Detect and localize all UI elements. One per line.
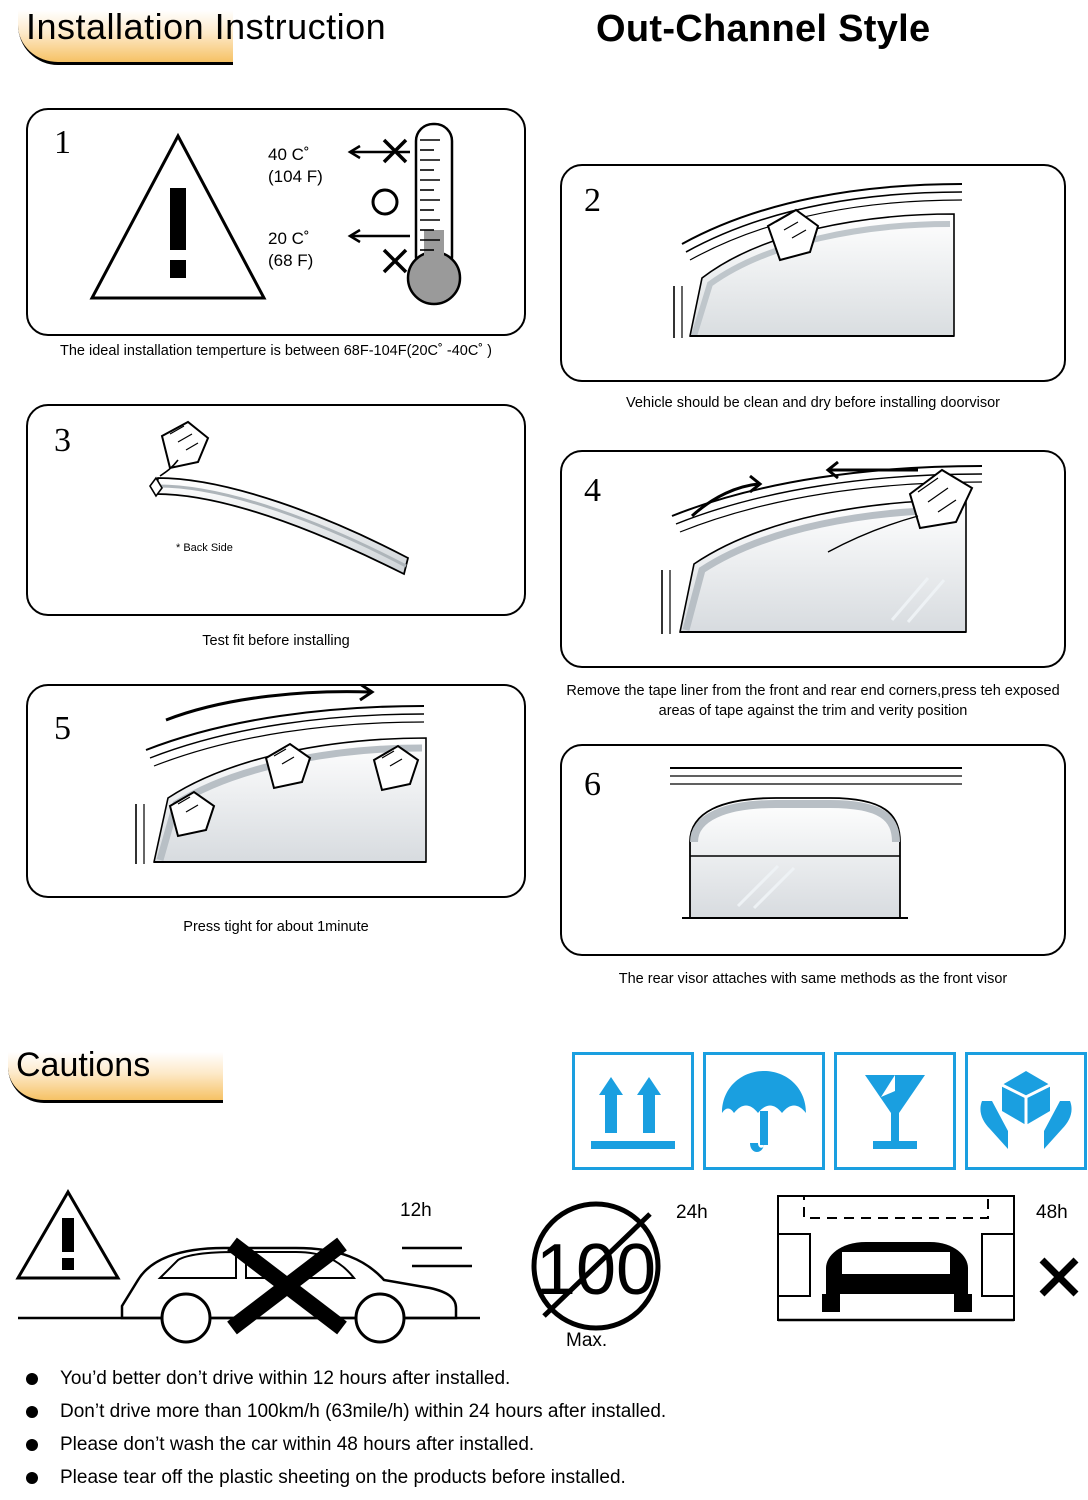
- bullet-dot: [26, 1472, 38, 1484]
- step-5-panel: [26, 684, 526, 898]
- label-max: Max.: [566, 1330, 608, 1351]
- cautions-header: [8, 1046, 308, 1106]
- cross-mark-icon: [1034, 1252, 1084, 1302]
- installation-instruction-title: Installation Instruction: [26, 6, 387, 47]
- step-2-panel: [560, 164, 1066, 382]
- step-5-illustration: [28, 686, 524, 896]
- list-item: [18, 1461, 1068, 1494]
- step-5-caption: Press tight for about 1minute: [183, 919, 369, 935]
- step-2-number: 2: [584, 182, 601, 219]
- step-6-caption: The rear visor attaches with same methods as the front visor: [618, 971, 1008, 987]
- bullet-dot: [26, 1406, 38, 1418]
- this-side-up-icon: [572, 1052, 694, 1170]
- bullet-dot: [26, 1373, 38, 1385]
- step-4-caption: Remove the tape liner from the front and rear end corners,press teh exposed areas of tape against the trim and verity position: [566, 683, 1060, 719]
- cautions-bullet-list: [18, 1362, 1068, 1494]
- step-4-panel: [560, 450, 1066, 668]
- keep-dry-umbrella-icon: [703, 1052, 825, 1170]
- list-item: [18, 1362, 1068, 1395]
- step-2-caption: Vehicle should be clean and dry before installing doorvisor: [625, 395, 1000, 411]
- step-3-caption: Test fit before installing: [202, 633, 350, 649]
- no-car-wash-illustration: [764, 1190, 1034, 1330]
- step-6-panel: [560, 744, 1066, 956]
- step-4-number: 4: [584, 472, 601, 509]
- step-4-illustration: [562, 452, 1064, 666]
- step-6-illustration: [562, 746, 1064, 954]
- handle-with-care-icon: [965, 1052, 1087, 1170]
- step-5-number: 5: [54, 710, 71, 747]
- step-1-caption: The ideal installation temperture is between 68F-104F(20C˚ -40C˚ ): [60, 343, 492, 359]
- step-1-panel: [26, 108, 526, 336]
- step-1-temp-low: 20 C˚ (68 F): [268, 229, 314, 270]
- step-3-illustration: [28, 406, 524, 614]
- out-channel-style-title: Out-Channel Style: [596, 8, 931, 50]
- svg-text:100: 100: [535, 1230, 657, 1310]
- step-6-number: 6: [584, 766, 601, 803]
- list-item: [18, 1428, 1068, 1461]
- speed-limit-100-illustration: [524, 1198, 684, 1348]
- step-2-illustration: [562, 166, 1064, 380]
- installation-instruction-header: [18, 6, 538, 68]
- step-3-backside-label: * Back Side: [176, 542, 233, 554]
- bullet-dot: [26, 1439, 38, 1451]
- step-1-temp-high: 40 C˚ (104 F): [268, 145, 323, 186]
- fragile-glass-icon: [834, 1052, 956, 1170]
- step-1-number: 1: [54, 124, 71, 161]
- step-3-panel: [26, 404, 526, 616]
- bullet-text: Please tear off the plastic sheeting on the products before installed.: [60, 1467, 626, 1488]
- label-48h: 48h: [1036, 1202, 1068, 1223]
- step-3-number: 3: [54, 422, 71, 459]
- no-driving-12h-illustration: [10, 1186, 510, 1346]
- bullet-text: Don’t drive more than 100km/h (63mile/h) within 24 hours after installed.: [60, 1401, 667, 1422]
- bullet-text: Please don’t wash the car within 48 hours after installed.: [60, 1434, 535, 1455]
- label-24h: 24h: [676, 1202, 708, 1223]
- label-12h: 12h: [400, 1200, 432, 1221]
- bullet-text: You’d better don’t drive within 12 hours after installed.: [60, 1368, 511, 1389]
- list-item: [18, 1395, 1068, 1428]
- cautions-title: Cautions: [16, 1046, 151, 1084]
